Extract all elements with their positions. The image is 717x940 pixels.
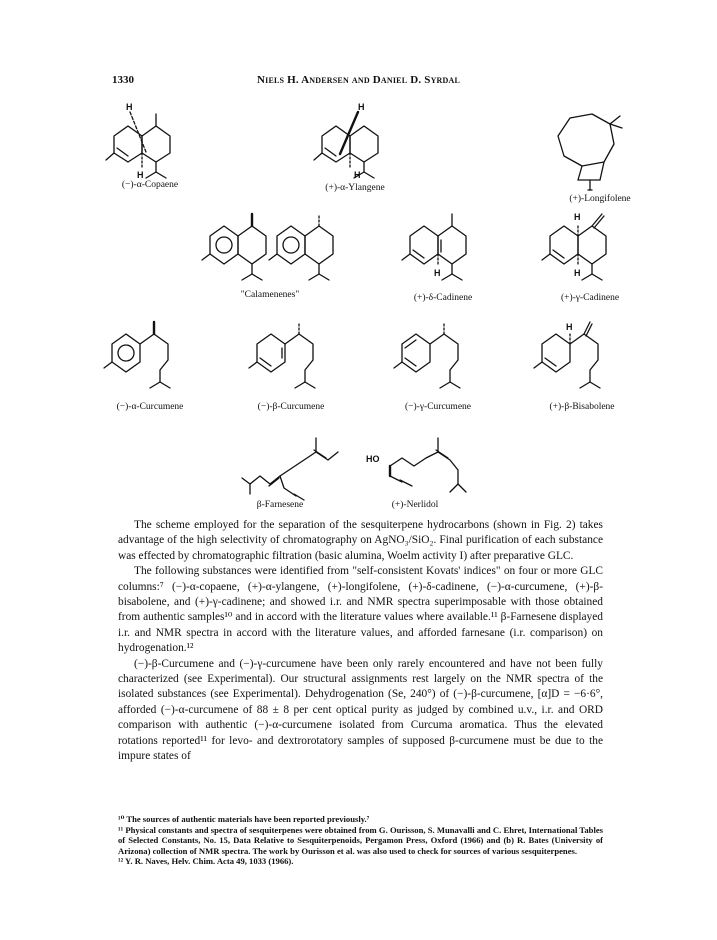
label-g-cadinene: (+)-γ-Cadinene [560,293,620,303]
running-header-authors: Niels H. Andersen and Daniel D. Syrdal [256,74,461,86]
hydrogen-label: H [126,102,133,112]
footnote: ¹¹ Physical constants and spectra of sesquiterpenes were obtained from G. Ourisson, S. Munavalli and C. Ehret, International Tables of Selected Constants, No. 15, Data Relative to Sesquiterpenoids, Pergamon Press, Oxford (1966) and (b) R. Bates (University of Arizona) collection of NMR spectra. The work by Ourisson et al. was also used to check for sources of various sesquiterpenes. [118,824,603,856]
structure-longifolene [548,110,628,192]
label-b-bisabolene: (+)-β-Bisabolene [549,402,615,412]
hydrogen-label: H [137,170,144,180]
hydroxyl-label: HO [366,454,380,464]
footnotes [118,814,603,867]
label-b-curcumene: (−)-β-Curcumene [257,402,325,412]
hydrogen-label: H [354,170,361,180]
structure-nerlidol [362,428,472,502]
paragraph: (−)-β-Curcumene and (−)-γ-curcumene have been only rarely encountered and have not been fully characterized (see Experimental). Our structural assignments rest largely on the NMR spectra of the isolated substances (see Experimental). Dehydrogenation (Se, 240°) of (−)-β-curcumene, [α]D = −6·6°, afforded (−)-α-curcumene of 88 ± 8 per cent optical purity as judged by combined u.v., i.r. and ORD comparison with authentic (−)-α-curcumene isolated from Curcuma aromatica. Thus the elevated rotations reported¹¹ for levo- and dextrorotatory samples of supposed β-curcumene must be due to the impure states of [118,657,603,763]
structure-b-bisabolene [530,316,630,400]
body-text [118,518,603,765]
footnote: ¹⁰ The sources of authentic materials have been reported previously.⁷ [118,814,370,824]
structure-a-curcumene [100,316,200,400]
structure-g-curcumene [390,316,490,400]
footnote: ¹² Y. R. Naves, Helv. Chim. Acta 49, 1033 (1966). [118,856,294,867]
label-d-cadinene: (+)-δ-Cadinene [413,293,473,303]
structure-calamenene-2 [265,210,355,288]
label-a-curcumene: (−)-α-Curcumene [116,402,184,412]
label-copaene: (−)-α-Copaene [121,180,179,190]
label-calamenenes: "Calamenenes" [240,290,300,300]
hydrogen-label: H [566,322,573,332]
structure-b-curcumene [245,316,345,400]
structure-ylangene [308,98,408,180]
structure-copaene [100,98,200,180]
label-g-curcumene: (−)-γ-Curcumene [405,402,471,412]
paragraph: The following substances were identified from "self-consistent Kovats' indices" on four or more GLC columns:⁷ (−)-α-copaene, (+)-α-ylangene, (+)-longifolene, (+)-δ-cadinene, (−)-α-curcumene, (+)-β-bisabolene, and (+)-γ-cadinene; and showed i.r. and NMR spectra superimposable with those obtained from authentic samples¹⁰ and in accord with the literature values where available.¹¹ β-Farnesene displayed i.r. and NMR spectra in accord with the literature values, and afforded farnesane (i.r. comparison) on hydrogenation.¹² [118,565,603,655]
hydrogen-label: H [434,268,441,278]
label-b-farnesene: β-Farnesene [256,500,304,510]
hydrogen-label: H [574,268,581,278]
hydrogen-label: H [574,212,581,222]
page-number: 1330 [112,74,134,86]
hydrogen-label: H [358,102,365,112]
structure-b-farnesene [240,428,350,502]
structure-d-cadinene [398,210,488,288]
label-nerlidol: (+)-Nerlidol [391,500,439,510]
label-longifolene: (+)-Longifolene [569,194,631,204]
label-ylangene: (+)-α-Ylangene [325,183,385,193]
paragraph: The scheme employed for the separation of the sesquiterpene hydrocarbons (shown in Fig. 2) takes advantage of the high selectivity of chromatography on AgNO₃/SiO₂. Final purification of each substance was effected by chromatographic filtration (basic alumina, Woelm activity I) after preparative GLC. [118,519,603,562]
structure-g-cadinene [538,206,628,288]
